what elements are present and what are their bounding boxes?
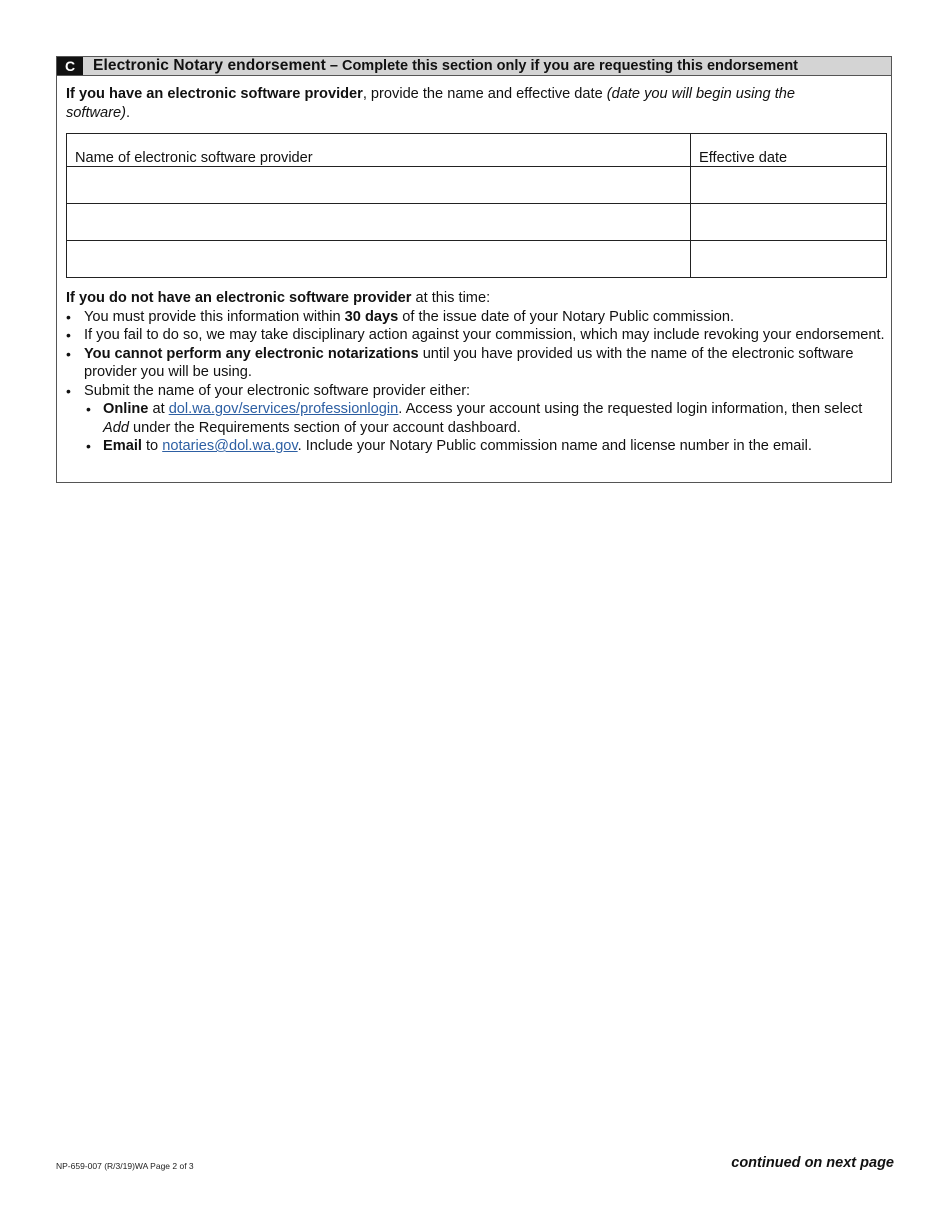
section-title: Electronic Notary endorsement: [93, 57, 326, 74]
provider-name-field[interactable]: [67, 167, 691, 204]
online-at: at: [148, 401, 169, 417]
list-item: [66, 345, 886, 382]
intro-end: .: [126, 104, 131, 121]
bullet-bold: You cannot perform any electronic notarizations: [84, 345, 419, 362]
intro-italic: (date you will begin using the software): [66, 86, 795, 121]
email-to: to: [141, 438, 163, 454]
bullet-bold: 30 days: [344, 308, 399, 325]
online-text: . Access your account using the requested login information, then select: [398, 401, 863, 417]
effective-date-header: Effective date: [691, 134, 887, 167]
bullet-text: If you fail to do so, we may take disciplinary action against your commission, which may include revoking your endorsement.: [84, 327, 885, 343]
provider-name-field[interactable]: [67, 241, 691, 278]
profession-login-link[interactable]: dol.wa.gov/services/professionlogin: [168, 401, 399, 417]
table-row: [67, 167, 887, 204]
email-method: [84, 437, 886, 456]
list-item: [66, 382, 886, 456]
intro-text: [66, 85, 826, 122]
form-id: NP-659-007 (R/3/19)WA Page 2 of 3: [56, 1161, 194, 1171]
notes-lead: [66, 289, 886, 308]
table-row: [67, 241, 887, 278]
notes-lead-text: at this time:: [411, 290, 491, 306]
intro-plain: , provide the name and effective date: [362, 86, 607, 102]
effective-date-field[interactable]: [691, 204, 887, 241]
add-emphasis: Add: [103, 419, 129, 436]
notaries-email-link[interactable]: notaries@dol.wa.gov: [162, 438, 298, 454]
online-method: [84, 400, 886, 437]
intro-bold: If you have an electronic software provider: [66, 86, 363, 102]
no-provider-notes: [66, 289, 886, 456]
email-label: Email: [103, 438, 142, 454]
electronic-notary-section: [56, 56, 892, 483]
bullet-text: of the issue date of your Notary Public commission.: [398, 308, 735, 325]
provider-table-header: [67, 134, 887, 167]
effective-date-field[interactable]: [691, 167, 887, 204]
list-item: [66, 308, 886, 327]
submission-methods-list: [84, 400, 886, 456]
notes-list: [66, 308, 886, 456]
provider-name-field[interactable]: [67, 204, 691, 241]
table-row: [67, 204, 887, 241]
bullet-text: until you have provided us with the name of the electronic software provider you will be using.: [84, 345, 854, 380]
online-label: Online: [103, 401, 149, 417]
bullet-text: You must provide this information within: [84, 308, 345, 325]
effective-date-field[interactable]: [691, 241, 887, 278]
email-text: . Include your Notary Public commission name and license number in the email.: [297, 438, 812, 454]
section-header: [57, 57, 891, 76]
section-subtitle: – Complete this section only if you are requesting this endorsement: [329, 58, 799, 74]
provider-table: [66, 133, 887, 278]
bullet-text: Submit the name of your electronic software provider either:: [84, 382, 471, 399]
continued-note: continued on next page: [731, 1155, 894, 1171]
online-text: under the Requirements section of your account dashboard.: [128, 419, 521, 436]
section-letter: C: [57, 57, 83, 75]
list-item: [66, 326, 886, 345]
notes-lead-bold: If you do not have an electronic software provider: [66, 290, 412, 306]
provider-name-header: Name of electronic software provider: [67, 134, 691, 167]
